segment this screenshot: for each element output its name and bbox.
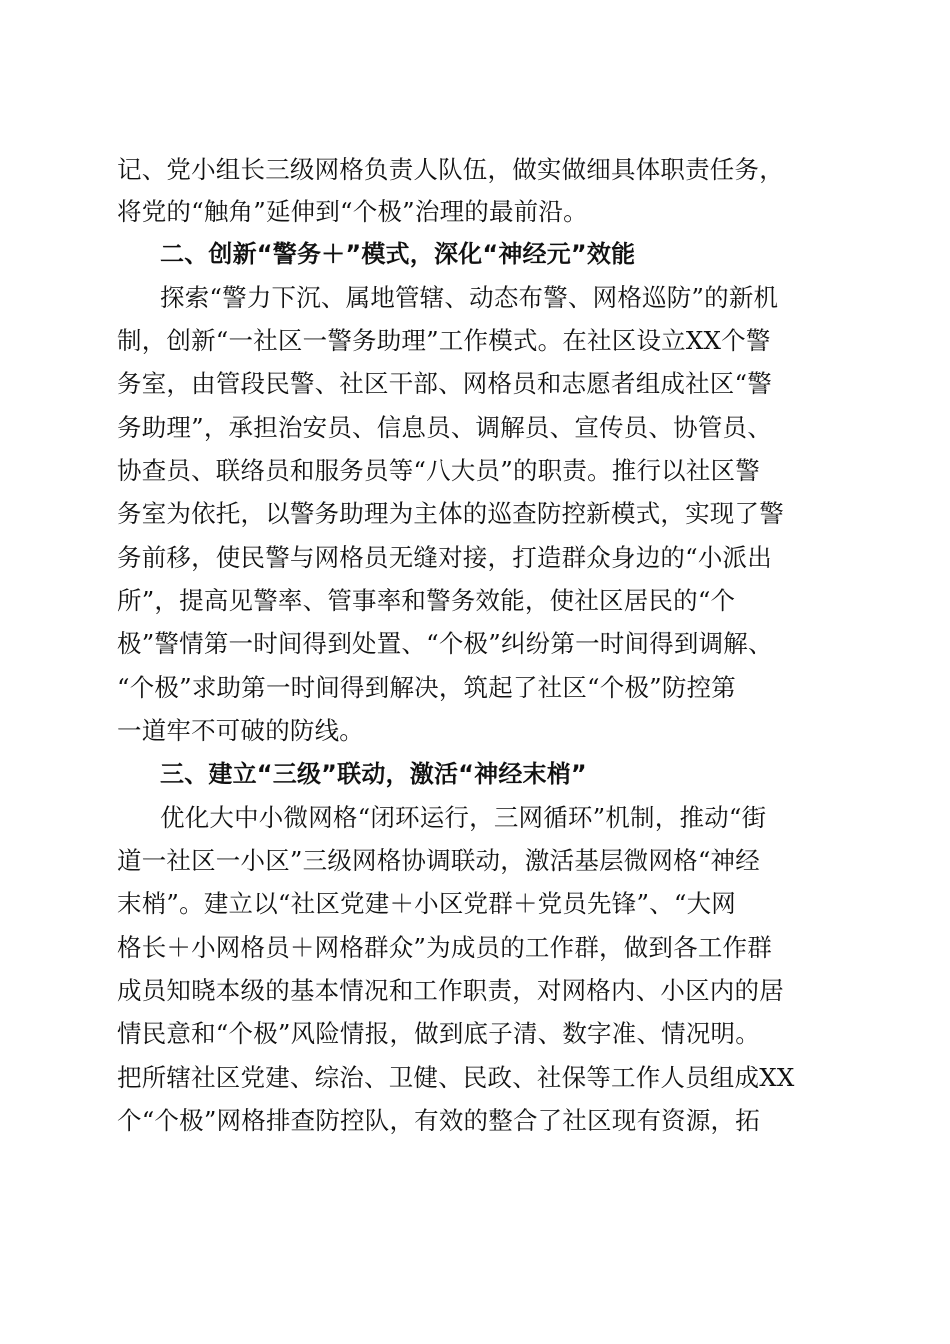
body-text-line: 务室，由管段民警、社区干部、网格员和志愿者组成社区“警 [117,369,772,398]
body-text-line: 极”警情第一时间得到处置、“个极”纠纷第一时间得到调解、 [117,629,773,658]
body-text-line: 记、党小组长三级网格负责人队伍，做实做细具体职责任务， [117,155,784,184]
body-text-line: 协查员、联络员和服务员等“八大员”的职责。推行以社区警 [117,456,760,485]
body-text-line: 末梢”。建立以“社区党建＋小区党群＋党员先锋”、“大网 [117,889,736,918]
body-text-line: 将党的“触角”延伸到“个极”治理的最前沿。 [117,197,588,226]
body-text-line: 情民意和“个极”风险情报，做到底子清、数字准、情况明。 [117,1019,760,1048]
body-text-line: 务前移，使民警与网格员无缝对接，打造群众身边的“小派出 [117,543,772,572]
body-text-line: 格长＋小网格员＋网格群众”为成员的工作群，做到各工作群 [117,933,772,962]
body-text-line: 成员知晓本级的基本情况和工作职责，对网格内、小区内的居 [117,976,784,1005]
body-text-line: 制，创新“一社区一警务助理”工作模式。在社区设立XX个警 [117,326,771,355]
body-text-line: 务助理”，承担治安员、信息员、调解员、宣传员、协管员、 [117,413,772,442]
body-text-line: 优化大中小微网格“闭环运行，三网循环”机制，推动“街 [160,803,767,832]
body-text-line: 探索“警力下沉、属地管辖、动态布警、网格巡防”的新机 [160,283,779,312]
section-heading-2: 二、创新“警务＋”模式，深化“神经元”效能 [160,240,636,268]
body-text-line: 把所辖社区党建、综治、卫健、民政、社保等工作人员组成XX [117,1063,795,1092]
body-text-line: “个极”求助第一时间得到解决，筑起了社区“个极”防控第 [117,673,736,702]
body-text-line: 个“个极”网格排查防控队，有效的整合了社区现有资源，拓 [117,1106,760,1135]
body-text-line: 务室为依托，以警务助理为主体的巡查防控新模式，实现了警 [117,499,784,528]
body-text-line: 道一社区一小区”三级网格协调联动，激活基层微网格“神经 [117,846,760,875]
section-heading-3: 三、建立“三级”联动，激活“神经末梢” [160,760,587,788]
body-text-line: 一道牢不可破的防线。 [117,716,364,745]
body-text-line: 所”，提高见警率、管事率和警务效能，使社区居民的“个 [117,586,736,615]
